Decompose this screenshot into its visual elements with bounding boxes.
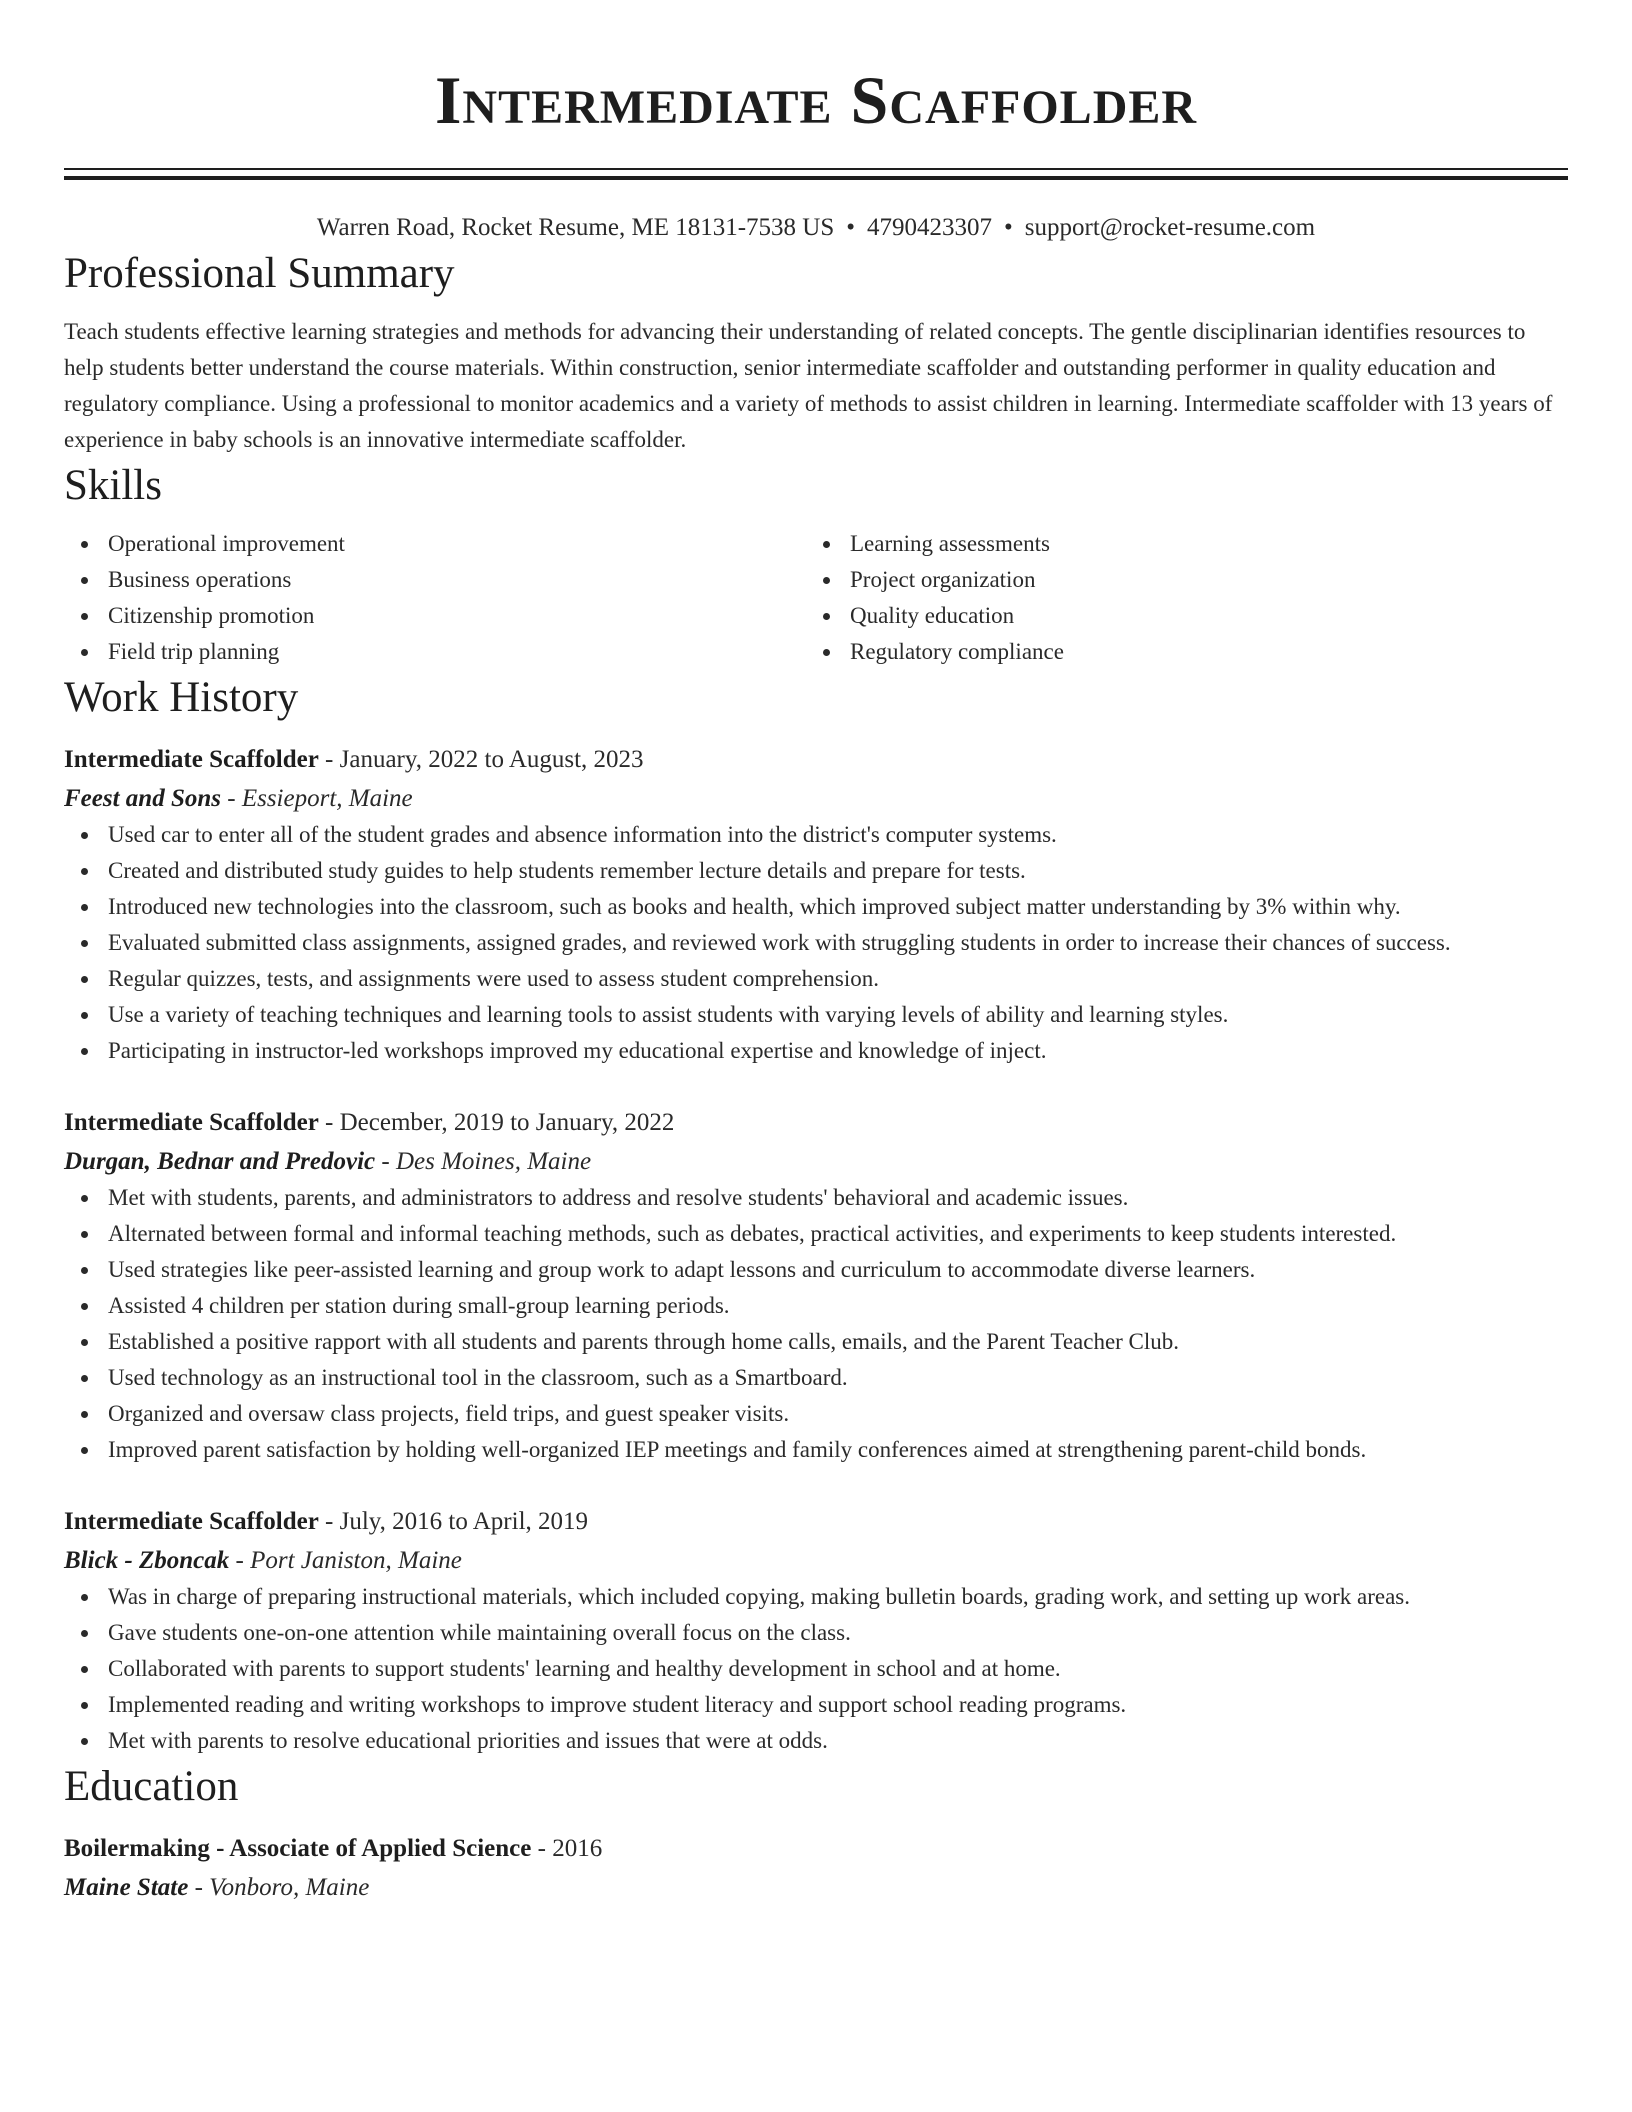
- summary-heading: Professional Summary: [64, 250, 455, 297]
- contact-separator: •: [1004, 214, 1013, 241]
- skills-heading: Skills: [64, 462, 162, 509]
- job-dash: -: [227, 785, 236, 812]
- job-header: [64, 1504, 1568, 1540]
- job-company: Durgan, Bednar and Predovic: [64, 1148, 376, 1175]
- job-company: Feest and Sons: [64, 785, 221, 812]
- education-dash: -: [537, 1835, 546, 1862]
- skill-item: Quality education: [806, 598, 1548, 634]
- header-divider-thin: [64, 168, 1568, 170]
- job-employer: [64, 1144, 1568, 1180]
- header-divider-thick: [64, 176, 1568, 180]
- job-header: [64, 1105, 1568, 1141]
- job-entry: [64, 1504, 1568, 1759]
- job-duty: Used strategies like peer-assisted learning and group work to adapt lessons and curriculum to accommodate diverse learners.: [64, 1252, 1568, 1288]
- job-location: Des Moines, Maine: [395, 1148, 592, 1175]
- work-history-heading: Work History: [64, 674, 299, 721]
- job-employer: [64, 1543, 1568, 1579]
- job-duty: Participating in instructor-led workshops improved my educational expertise and knowledge of inject.: [64, 1033, 1568, 1069]
- education-header: [64, 1831, 1568, 1867]
- contact-address: Warren Road, Rocket Resume, ME 18131-7538 US: [316, 214, 835, 241]
- job-duty: Regular quizzes, tests, and assignments were used to assess student comprehension.: [64, 961, 1568, 997]
- job-duty: Met with students, parents, and administrators to address and resolve students' behavioral and academic issues.: [64, 1180, 1568, 1216]
- skill-item: Operational improvement: [64, 526, 806, 562]
- job-duty: Established a positive rapport with all students and parents through home calls, emails, and the Parent Teacher Club.: [64, 1324, 1568, 1360]
- job-duties: [64, 1180, 1568, 1468]
- job-header: [64, 742, 1568, 778]
- job-duty: Used technology as an instructional tool in the classroom, such as a Smartboard.: [64, 1360, 1568, 1396]
- job-duty: Evaluated submitted class assignments, assigned grades, and reviewed work with struggling students in order to increase their chances of success.: [64, 925, 1568, 961]
- skill-item: Regulatory compliance: [806, 634, 1548, 670]
- job-dash: -: [325, 746, 334, 773]
- skill-item: Field trip planning: [64, 634, 806, 670]
- skill-item: Learning assessments: [806, 526, 1548, 562]
- education-degree: Boilermaking - Associate of Applied Science: [64, 1835, 532, 1862]
- job-location: Port Janiston, Maine: [250, 1547, 462, 1574]
- job-dates: December, 2019 to January, 2022: [339, 1109, 675, 1136]
- job-entry: [64, 742, 1568, 1069]
- education-location: Vonboro, Maine: [209, 1874, 370, 1901]
- job-position: Intermediate Scaffolder: [64, 746, 319, 773]
- education-year: 2016: [552, 1835, 603, 1862]
- job-duty: Was in charge of preparing instructional materials, which included copying, making bulletin boards, grading work, and setting up work areas.: [64, 1579, 1568, 1615]
- job-position: Intermediate Scaffolder: [64, 1508, 319, 1535]
- summary-text: Teach students effective learning strategies and methods for advancing their understanding of related concepts. The gentle disciplinarian identifies resources to help students better understand the course materials. Within construction, senior intermediate scaffolder and outstanding performer in quality education and regulatory compliance. Using a professional to monitor academics and a variety of methods to assist children in learning. Intermediate scaffolder with 13 years of experience in baby schools is an innovative intermediate scaffolder.: [64, 319, 1553, 452]
- contact-line: [64, 210, 1568, 246]
- education-heading: Education: [64, 1763, 239, 1810]
- job-duty: Use a variety of teaching techniques and learning tools to assist students with varying levels of ability and learning styles.: [64, 997, 1568, 1033]
- job-duty: Implemented reading and writing workshops to improve student literacy and support school reading programs.: [64, 1687, 1568, 1723]
- job-duty: Organized and oversaw class projects, field trips, and guest speaker visits.: [64, 1396, 1568, 1432]
- job-employer: [64, 781, 1568, 817]
- skills-column-left: [64, 526, 806, 670]
- job-duty: Gave students one-on-one attention while maintaining overall focus on the class.: [64, 1615, 1568, 1651]
- job-company: Blick - Zboncak: [64, 1547, 230, 1574]
- candidate-name: Intermediate Scaffolder: [434, 62, 1198, 138]
- education-school-line: [64, 1870, 1568, 1906]
- job-duty: Collaborated with parents to support students' learning and healthy development in school and at home.: [64, 1651, 1568, 1687]
- contact-email[interactable]: support@rocket-resume.com: [1024, 214, 1316, 241]
- job-dates: January, 2022 to August, 2023: [339, 746, 644, 773]
- job-dash: -: [235, 1547, 244, 1574]
- education-dash: -: [194, 1874, 203, 1901]
- job-duty: Improved parent satisfaction by holding well-organized IEP meetings and family conferences aimed at strengthening parent-child bonds.: [64, 1432, 1568, 1468]
- contact-phone: 4790423307: [867, 214, 993, 241]
- job-duty: Alternated between formal and informal teaching methods, such as debates, practical activities, and experiments to keep students interested.: [64, 1216, 1568, 1252]
- skills-list: [64, 526, 1568, 670]
- job-duties: [64, 1579, 1568, 1759]
- skill-item: Business operations: [64, 562, 806, 598]
- job-entry: [64, 1105, 1568, 1468]
- job-dash: -: [381, 1148, 390, 1175]
- skill-item: Citizenship promotion: [64, 598, 806, 634]
- job-duty: Introduced new technologies into the classroom, such as books and health, which improved subject matter understanding by 3% within why.: [64, 889, 1568, 925]
- resume-page: [64, 0, 1568, 1906]
- job-duty: Assisted 4 children per station during small-group learning periods.: [64, 1288, 1568, 1324]
- job-location: Essieport, Maine: [241, 785, 413, 812]
- contact-separator: •: [846, 214, 856, 241]
- job-dates: July, 2016 to April, 2019: [339, 1508, 589, 1535]
- job-duty: Used car to enter all of the student grades and absence information into the district's computer systems.: [64, 817, 1568, 853]
- job-duty: Met with parents to resolve educational priorities and issues that were at odds.: [64, 1723, 1568, 1759]
- job-dash: -: [325, 1508, 334, 1535]
- job-duty: Created and distributed study guides to help students remember lecture details and prepare for tests.: [64, 853, 1568, 889]
- job-dash: -: [325, 1109, 334, 1136]
- skills-column-right: [806, 526, 1548, 670]
- education-school: Maine State: [64, 1874, 189, 1901]
- skill-item: Project organization: [806, 562, 1548, 598]
- job-position: Intermediate Scaffolder: [64, 1109, 319, 1136]
- job-duties: [64, 817, 1568, 1069]
